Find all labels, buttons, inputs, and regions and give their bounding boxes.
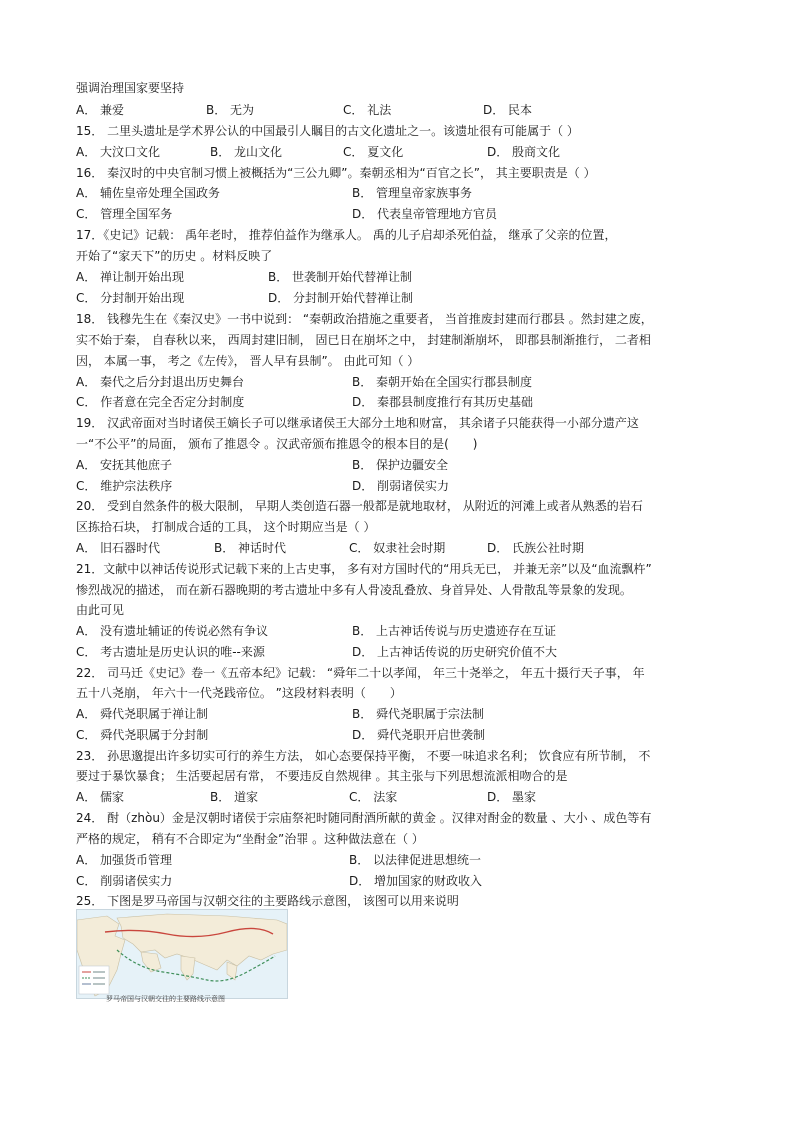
q23-option-b: B． 道家 <box>210 790 259 804</box>
q15-option-c: C． 夏文化 <box>343 145 404 159</box>
route-map-illustration <box>77 910 287 998</box>
q23-stem-line-1: 23． 孙思邈提出许多切实可行的养生方法， 如心态要保持平衡， 不要一味追求名利； 饮食应有所节制， 不 <box>76 749 651 763</box>
q20-stem-line-1: 20． 受到自然条件的极大限制， 早期人类创造石器一般都是就地取材， 从附近的河滩上或者从熟悉的岩石 <box>76 499 643 513</box>
q22-stem-line-1: 22． 司马迁《史记》卷一《五帝本纪》记载： “舜年二十以孝闻， 年三十尧举之， 年五十摄行天子事， 年 <box>76 666 645 680</box>
q14-option-a: A． 兼爱 <box>76 103 125 117</box>
q21-option-c: C． 考古遗址是历史认识的唯--来源 <box>76 645 265 659</box>
q17-stem-line-1: 17．《史记》记载： 禹年老时， 推荐伯益作为继承人。 禹的儿子启却杀死伯益， 继承了父亲的位置， <box>76 228 617 242</box>
q24-stem-line-2: 严格的规定， 稍有不合即定为“坐酎金”治罪 。这种做法意在（ ） <box>76 832 424 846</box>
q16-stem: 16． 秦汉时的中央官制习惯上被概括为“三公九卿”。秦朝丞相为“百官之长”， 其主要职责是（ ） <box>76 166 596 180</box>
q23-option-c: C． 法家 <box>349 790 398 804</box>
q17-stem-line-2: 开始了“家天下”的历史 。材料反映了 <box>76 249 273 263</box>
q20-option-b: B． 神话时代 <box>214 541 287 555</box>
q21-stem-line-3: 由此可见 <box>76 603 125 617</box>
map-caption: 罗马帝国与汉朝交往的主要路线示意图 <box>106 995 225 1003</box>
q24-option-b: B． 以法律促进思想统一 <box>349 853 482 867</box>
q14-option-c: C． 礼法 <box>343 103 392 117</box>
q22-option-b: B． 舜代尧职属于宗法制 <box>352 707 485 721</box>
q21-option-b: B． 上古神话传说与历史遗迹存在互证 <box>352 624 557 638</box>
q22-option-d: D． 舜代尧职开启世袭制 <box>352 728 486 742</box>
q19-stem-line-2: 一“不公平”的局面， 颁布了推恩令 。汉武帝颁布推恩令的根本目的是( ) <box>76 437 478 451</box>
q19-option-a: A． 安抚其他庶子 <box>76 458 173 472</box>
q23-option-a: A． 儒家 <box>76 790 125 804</box>
q14-option-b: B． 无为 <box>206 103 255 117</box>
q17-option-a: A． 禅让制开始出现 <box>76 270 185 284</box>
q18-option-b: B． 秦朝开始在全国实行郡县制度 <box>352 375 533 389</box>
q20-option-c: C． 奴隶社会时期 <box>349 541 446 555</box>
q16-option-d: D． 代表皇帝管理地方官员 <box>352 207 498 221</box>
q24-option-d: D． 增加国家的财政收入 <box>349 874 483 888</box>
q16-option-c: C． 管理全国军务 <box>76 207 173 221</box>
q21-stem-line-2: 惨烈战况的描述， 而在新石器晚期的考古遗址中多有人骨凌乱叠放、身首异处、人骨散乱等景象的发现。 <box>76 583 632 597</box>
q19-option-b: B． 保护边疆安全 <box>352 458 449 472</box>
q18-option-d: D． 秦郡县制度推行有其历史基础 <box>352 395 534 409</box>
q15-stem: 15． 二里头遗址是学术界公认的中国最引人瞩目的古文化遗址之一。该遗址很有可能属于（ ） <box>76 124 579 138</box>
route-map-image <box>76 909 288 999</box>
q18-stem-line-3: 因， 本属一事， 考之《左传》， 晋人早有县制”。 由此可知（ ） <box>76 354 420 368</box>
q20-option-d: D． 氏族公社时期 <box>487 541 585 555</box>
q24-stem-line-1: 24． 酎（zhòu）金是汉朝时诸侯于宗庙祭祀时随同酎酒所献的黄金 。汉律对酎金的数量 、大小 、成色等有 <box>76 811 652 825</box>
q15-option-a: A． 大汶口文化 <box>76 145 161 159</box>
q18-stem-line-2: 实不始于秦， 自春秋以来， 西周封建旧制， 固已日在崩坏之中， 封建制渐崩坏， 即郡县制渐推行， 二者相 <box>76 333 651 347</box>
q18-stem-line-1: 18． 钱穆先生在《秦汉史》一书中说到： “秦朝政治措施之重要者， 当首推废封建而行郡县 。然封建之废， <box>76 312 653 326</box>
q23-option-d: D． 墨家 <box>487 790 537 804</box>
q16-option-b: B． 管理皇帝家族事务 <box>352 186 473 200</box>
q14-stem-tail: 强调治理国家要坚持 <box>76 81 185 95</box>
q20-option-a: A． 旧石器时代 <box>76 541 161 555</box>
q18-option-c: C． 作者意在完全否定分封制度 <box>76 395 245 409</box>
q22-option-a: A． 舜代尧职属于禅让制 <box>76 707 209 721</box>
q19-option-d: D． 削弱诸侯实力 <box>352 479 450 493</box>
q15-option-d: D． 殷商文化 <box>487 145 561 159</box>
q24-option-c: C． 削弱诸侯实力 <box>76 874 173 888</box>
q21-option-d: D． 上古神话传说的历史研究价值不大 <box>352 645 558 659</box>
q17-option-b: B． 世袭制开始代替禅让制 <box>268 270 413 284</box>
q24-option-a: A． 加强货币管理 <box>76 853 173 867</box>
q16-option-a: A． 辅佐皇帝处理全国政务 <box>76 186 221 200</box>
q21-stem-line-1: 21．文献中以神话传说形式记载下来的上古史事， 多有对方国时代的“用兵无已， 并兼无亲”以及“血流飘杵” <box>76 562 652 576</box>
q19-stem-line-1: 19． 汉武帝面对当时诸侯王嫡长子可以继承诸侯王大部分土地和财富， 其余诸子只能获得一小部分遗产这 <box>76 416 639 430</box>
q19-option-c: C． 维护宗法秩序 <box>76 479 173 493</box>
q20-stem-line-2: 区拣拾石块， 打制成合适的工具， 这个时期应当是（ ） <box>76 520 376 534</box>
q15-option-b: B． 龙山文化 <box>210 145 283 159</box>
q21-option-a: A． 没有遗址辅证的传说必然有争议 <box>76 624 269 638</box>
q23-stem-line-2: 要过于暴饮暴食； 生活要起居有常， 不要违反自然规律 。其主张与下列思想流派相吻合的是 <box>76 769 568 783</box>
q17-option-c: C． 分封制开始出现 <box>76 291 185 305</box>
q18-option-a: A． 秦代之后分封退出历史舞台 <box>76 375 245 389</box>
q22-stem-line-2: 五十八尧崩， 年六十一代尧践帝位。 ”这段材料表明（ ） <box>76 686 402 700</box>
q25-stem: 25． 下图是罗马帝国与汉朝交往的主要路线示意图， 该图可以用来说明 <box>76 894 459 908</box>
q17-option-d: D． 分封制开始代替禅让制 <box>268 291 414 305</box>
q22-option-c: C． 舜代尧职属于分封制 <box>76 728 209 742</box>
q14-option-d: D． 民本 <box>483 103 533 117</box>
